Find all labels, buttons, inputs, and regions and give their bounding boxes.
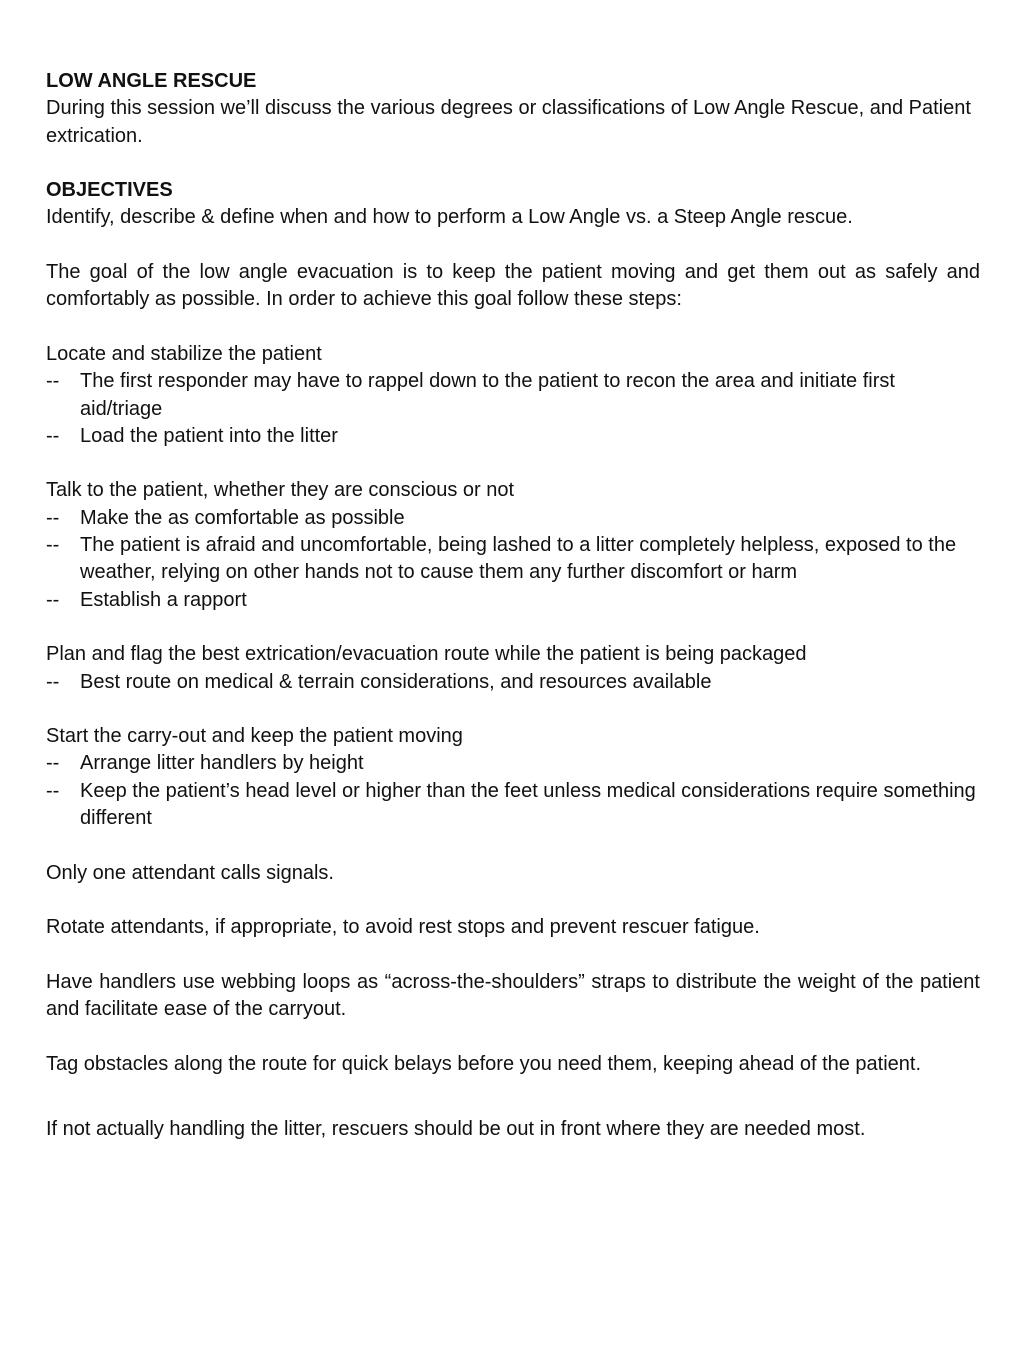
list-item [46,423,980,450]
note-paragraph: Have handlers use webbing loops as “across-the-shoulders” straps to distribute the weight of the patient and facilitate ease of the carryout. [46,970,980,1021]
list-item [46,368,980,423]
objectives-text: Identify, describe & define when and how to perform a Low Angle vs. a Steep Angle rescue. [46,206,853,229]
list-item [46,778,980,833]
step-lead: Plan and flag the best extrication/evacuation route while the patient is being packaged [46,643,807,666]
document-title: LOW ANGLE RESCUE [46,70,257,92]
list-item-text: The first responder may have to rappel down to the patient to recon the area and initiate first aid/triage [80,370,895,420]
dash-marker: -- [46,779,60,802]
note-paragraph: If not actually handling the litter, rescuers should be out in front where they are needed most. [46,1117,866,1140]
note-paragraph: Tag obstacles along the route for quick belays before you need them, keeping ahead of the patient. [46,1052,922,1075]
dash-marker: -- [46,588,60,611]
list-item [46,587,980,614]
step-section [46,723,980,832]
list-item-text: Arrange litter handlers by height [80,752,364,775]
note-paragraph: Only one attendant calls signals. [46,861,334,884]
dash-marker: -- [46,506,60,529]
step-lead: Talk to the patient, whether they are conscious or not [46,479,515,502]
list-item [46,750,980,777]
list-item-text: Keep the patient’s head level or higher than the feet unless medical considerations require something different [80,779,976,830]
document-page [46,68,980,1143]
objectives-heading: OBJECTIVES [46,179,173,202]
list-item-text: Load the patient into the litter [80,424,338,447]
list-item [46,532,980,587]
dash-marker: -- [46,534,60,557]
step-list [46,750,980,832]
step-section [46,641,980,696]
dash-marker: -- [46,670,60,693]
dash-marker: -- [46,752,60,775]
step-lead: Start the carry-out and keep the patient moving [46,725,463,748]
step-lead: Locate and stabilize the patient [46,342,322,365]
step-section [46,341,980,450]
dash-marker: -- [46,424,60,447]
step-list [46,505,980,614]
list-item [46,669,980,696]
list-item-text: Make the as comfortable as possible [80,506,405,529]
list-item-text: Establish a rapport [80,588,247,611]
intro-paragraph: During this session we’ll discuss the various degrees or classifications of Low Angle Rescue, and Patient extrication. [46,97,971,147]
step-list [46,669,980,696]
step-list [46,368,980,450]
goal-paragraph: The goal of the low angle evacuation is to keep the patient moving and get them out as safely and comfortably as possible. In order to achieve this goal follow these steps: [46,261,980,311]
step-section [46,477,980,613]
list-item-text: Best route on medical & terrain considerations, and resources available [80,670,712,693]
dash-marker: -- [46,370,60,393]
list-item [46,505,980,532]
list-item-text: The patient is afraid and uncomfortable, being lashed to a litter completely helpless, exposed to the weather, relying on other hands not to cause them any further discomfort or harm [80,534,957,584]
note-paragraph: Rotate attendants, if appropriate, to avoid rest stops and prevent rescuer fatigue. [46,916,760,939]
